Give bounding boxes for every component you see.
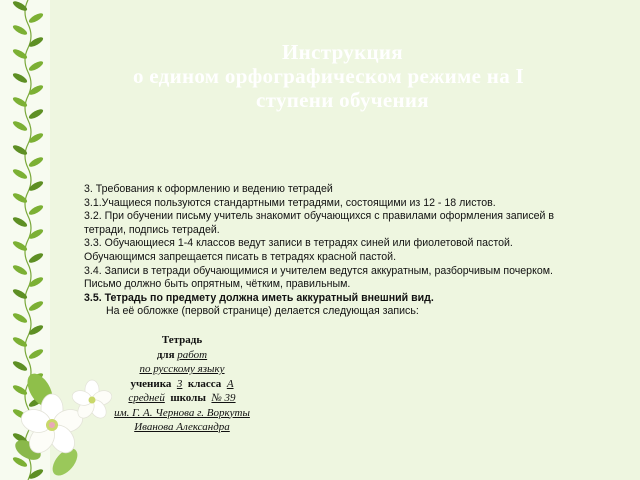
vine-leaf: [28, 155, 45, 168]
vine-leaf: [28, 251, 45, 264]
vine-leaf: [12, 215, 29, 228]
slide-title: [50, 40, 635, 112]
vine-leaf: [12, 263, 29, 276]
title-line-2: о едином орфографическом режиме на I: [132, 64, 525, 88]
title-line-1: Инструкция: [282, 40, 403, 64]
paragraph-3-1: 3.1.Учащиеся пользуются стандартными тетрадями, состоящими из 12 - 18 листов.: [84, 196, 496, 209]
cover-line-4: ученика 3 класса А: [130, 377, 234, 390]
vine-leaf: [28, 203, 45, 216]
vine-leaf: [28, 299, 45, 312]
cover-line-7: Иванова Александра: [134, 421, 230, 433]
paragraph-3-5-note: На её обложке (первой странице) делается следующая запись:: [106, 305, 419, 318]
vine-leaf: [28, 107, 45, 120]
paragraph-3-3: 3.3. Обучающиеся 1-4 классов ведут записи в тетрадях синей или фиолетовой пастой. Обучающимся запрещается писать в тетрадях красной пастой.: [84, 237, 513, 263]
vine-leaf: [12, 23, 29, 36]
vine-leaf: [28, 11, 45, 24]
vine-leaf: [28, 347, 45, 360]
section-heading: 3. Требования к оформлению и ведению тетрадей: [84, 183, 333, 195]
vine-leaf: [12, 119, 29, 132]
vine-leaf: [12, 167, 29, 180]
paragraph-3-4: 3.4. Записи в тетради обучающимися и учителем ведутся аккуратным, разборчивым почерком. Письмо должно быть опрятным, чётким, правильным.: [84, 264, 553, 291]
flower-decoration-icon: [10, 370, 130, 480]
paragraph-3-2: 3.2. При обучении письму учитель знакомит обучающихся с правилами оформления записей в тетради, подпись тетрадей.: [84, 210, 555, 236]
cover-line-3: по русскому языку: [139, 363, 225, 375]
paragraph-3-5: 3.5. Тетрадь по предмету должна иметь аккуратный внешний вид.: [84, 291, 434, 304]
title-line-3: ступени обучения: [256, 88, 429, 112]
instruction-text: [84, 183, 584, 319]
cover-line-6: им. Г. А. Чернова г. Воркуты: [114, 406, 250, 419]
cover-title: Тетрадь: [161, 334, 203, 346]
vine-leaf: [12, 311, 29, 324]
cover-line-5: средней школы № 39: [128, 392, 236, 404]
cover-line-2: для работ: [156, 348, 208, 361]
